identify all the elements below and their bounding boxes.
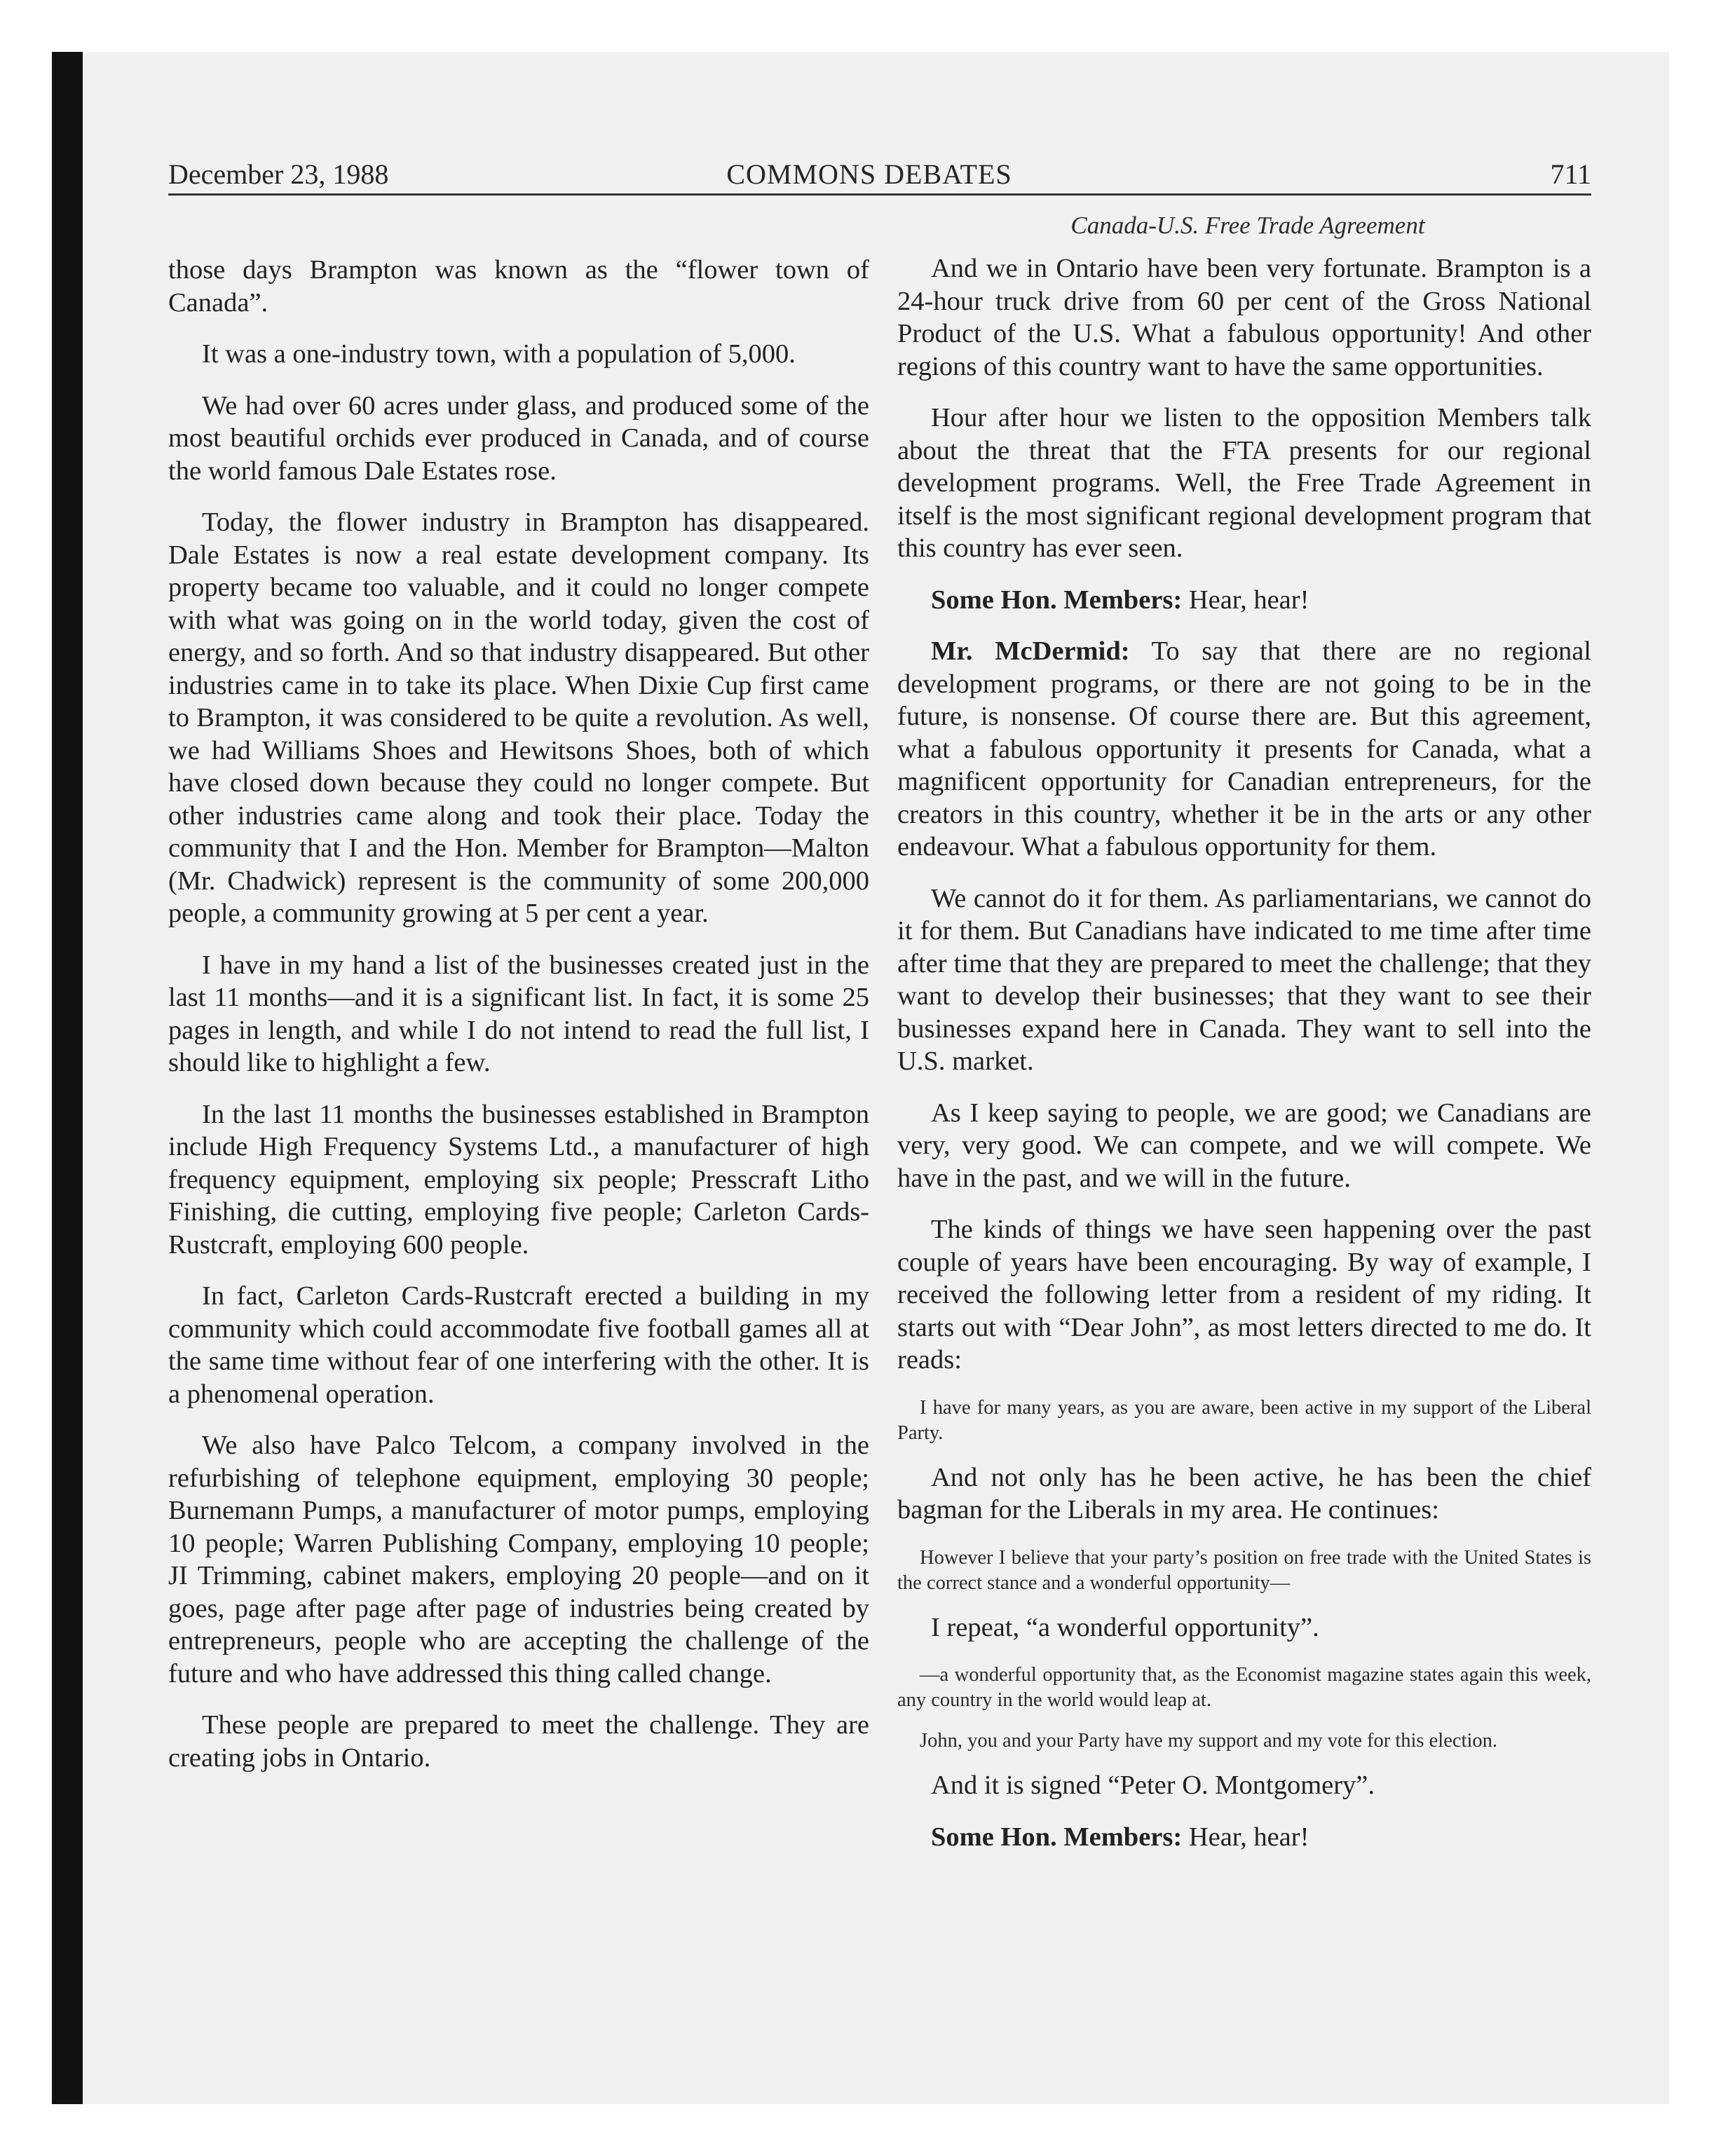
interjection-text: Hear, hear! <box>1182 1822 1309 1852</box>
letter-quote: —a wonderful opportunity that, as the Economist magazine states again this week, any country in the world would leap at. <box>897 1664 1591 1711</box>
speaker-name: Mr. McDermid: <box>931 636 1130 666</box>
speech-paragraph <box>897 635 1591 864</box>
paragraph: The kinds of things we have seen happening over the past couple of years have been encouraging. By way of example, I received the following letter from a resident of my riding. It starts out with “Dear John”, as most letters directed to me do. It reads: <box>897 1215 1591 1374</box>
paragraph: We also have Palco Telcom, a company involved in the refurbishing of telephone equipment, employing 30 people; Burnemann Pumps, a manufacturer of motor pumps, employing 10 people; Warren Publishing Company, employing 10 people; JI Trimming, cabinet makers, employing 20 people—and on it goes, page after page after page of industries being created by entrepreneurs, people who are accepting the challenge of the future and who have addressed this thing called change. <box>168 1431 869 1688</box>
paragraph: It was a one-industry town, with a population of 5,000. <box>202 339 796 369</box>
letter-quote: John, you and your Party have my support and my vote for this election. <box>920 1730 1497 1752</box>
letter-quote: I have for many years, as you are aware, been active in my support of the Liberal Party. <box>897 1396 1591 1444</box>
header-page-number: 711 <box>1550 158 1591 190</box>
paragraph: I repeat, “a wonderful opportunity”. <box>931 1612 1319 1642</box>
right-column <box>897 252 1591 1872</box>
paragraph: those days Brampton was known as the “flower town of Canada”. <box>168 255 869 318</box>
binding-shadow <box>52 52 83 2104</box>
header-publication: COMMONS DEBATES <box>726 158 1012 190</box>
speaker-name: Some Hon. Members: <box>931 585 1183 615</box>
paragraph: Today, the flower industry in Brampton has disappeared. Dale Estates is now a real estate development company. Its property became too valuable, and it could no longer compete with what was going on in the world today, given the cost of energy, and so forth. And so that industry disappeared. But other industries came in to take its place. When Dixie Cup first came to Brampton, it was considered to be quite a revolution. As well, we had Williams Shoes and Hewitsons Shoes, both of which have closed down because they could no longer compete. But other industries came along and took their place. Today the community that I and the Hon. Member for Brampton—Malton (Mr. Chadwick) represent is the community of some 200,000 people, a community growing at 5 per cent a year. <box>168 507 869 928</box>
paragraph: In fact, Carleton Cards-Rustcraft erected a building in my community which could accommodate five football games all at the same time without fear of one interfering with the other. It is a phenomenal operation. <box>168 1281 869 1409</box>
paragraph: These people are prepared to meet the challenge. They are creating jobs in Ontario. <box>168 1710 869 1773</box>
paragraph: And not only has he been active, he has been the chief bagman for the Liberals in my area. He continues: <box>897 1462 1591 1524</box>
header-rule <box>168 193 1591 196</box>
paragraph: As I keep saying to people, we are good; we Canadians are very, very good. We can compete, and we will compete. We have in the past, and we will in the future. <box>897 1098 1591 1193</box>
paragraph: Hour after hour we listen to the opposition Members talk about the threat that the FTA presents for our regional development programs. Well, the Free Trade Agreement in itself is the most significant regional development program that this country has ever seen. <box>897 403 1591 563</box>
left-column <box>168 254 869 1793</box>
interjection-text: Hear, hear! <box>1182 585 1309 615</box>
interjection <box>897 584 1591 617</box>
header-date: December 23, 1988 <box>168 158 389 190</box>
section-subject: Canada-U.S. Free Trade Agreement <box>1070 212 1425 239</box>
paragraph: We cannot do it for them. As parliamentarians, we cannot do it for them. But Canadians have indicated to me time after time after time that they are prepared to meet the challenge; that they want to develop their businesses; that they want to see their businesses expand here in Canada. They want to sell into the U.S. market. <box>897 883 1591 1076</box>
paragraph: I have in my hand a list of the businesses created just in the last 11 months—and it is a significant list. In fact, it is some 25 pages in length, and while I do not intend to read the full list, I should like to highlight a few. <box>168 950 869 1077</box>
interjection <box>897 1821 1591 1854</box>
letter-quote: However I believe that your party’s position on free trade with the United States is the correct stance and a wonderful opportunity— <box>897 1546 1591 1594</box>
paragraph: We had over 60 acres under glass, and produced some of the most beautiful orchids ever produced in Canada, and of course the world famous Dale Estates rose. <box>168 390 869 486</box>
paragraph: And it is signed “Peter O. Montgomery”. <box>931 1770 1375 1800</box>
paragraph: In the last 11 months the businesses established in Brampton include High Frequency Systems Ltd., a manufacturer of high frequency equipment, employing six people; Presscraft Litho Finishing, die cutting, employing five people; Carleton Cards-Rustcraft, employing 600 people. <box>168 1099 869 1260</box>
paragraph: And we in Ontario have been very fortunate. Brampton is a 24-hour truck drive from 60 per cent of the Gross National Product of the U.S. What a fabulous opportunity! And other regions of this country want to have the same opportunities. <box>897 254 1591 381</box>
speaker-name: Some Hon. Members: <box>931 1822 1183 1852</box>
speech-text: To say that there are no regional development programs, or there are not going to be in the future, is nonsense. Of course there are. But this agreement, what a fabulous opportunity it presents for Canada, what a magnificent opportunity for Canadian entrepreneurs, for the creators in this country, whether it be in the arts or any other endeavour. What a fabulous opportunity for them. <box>897 636 1591 861</box>
